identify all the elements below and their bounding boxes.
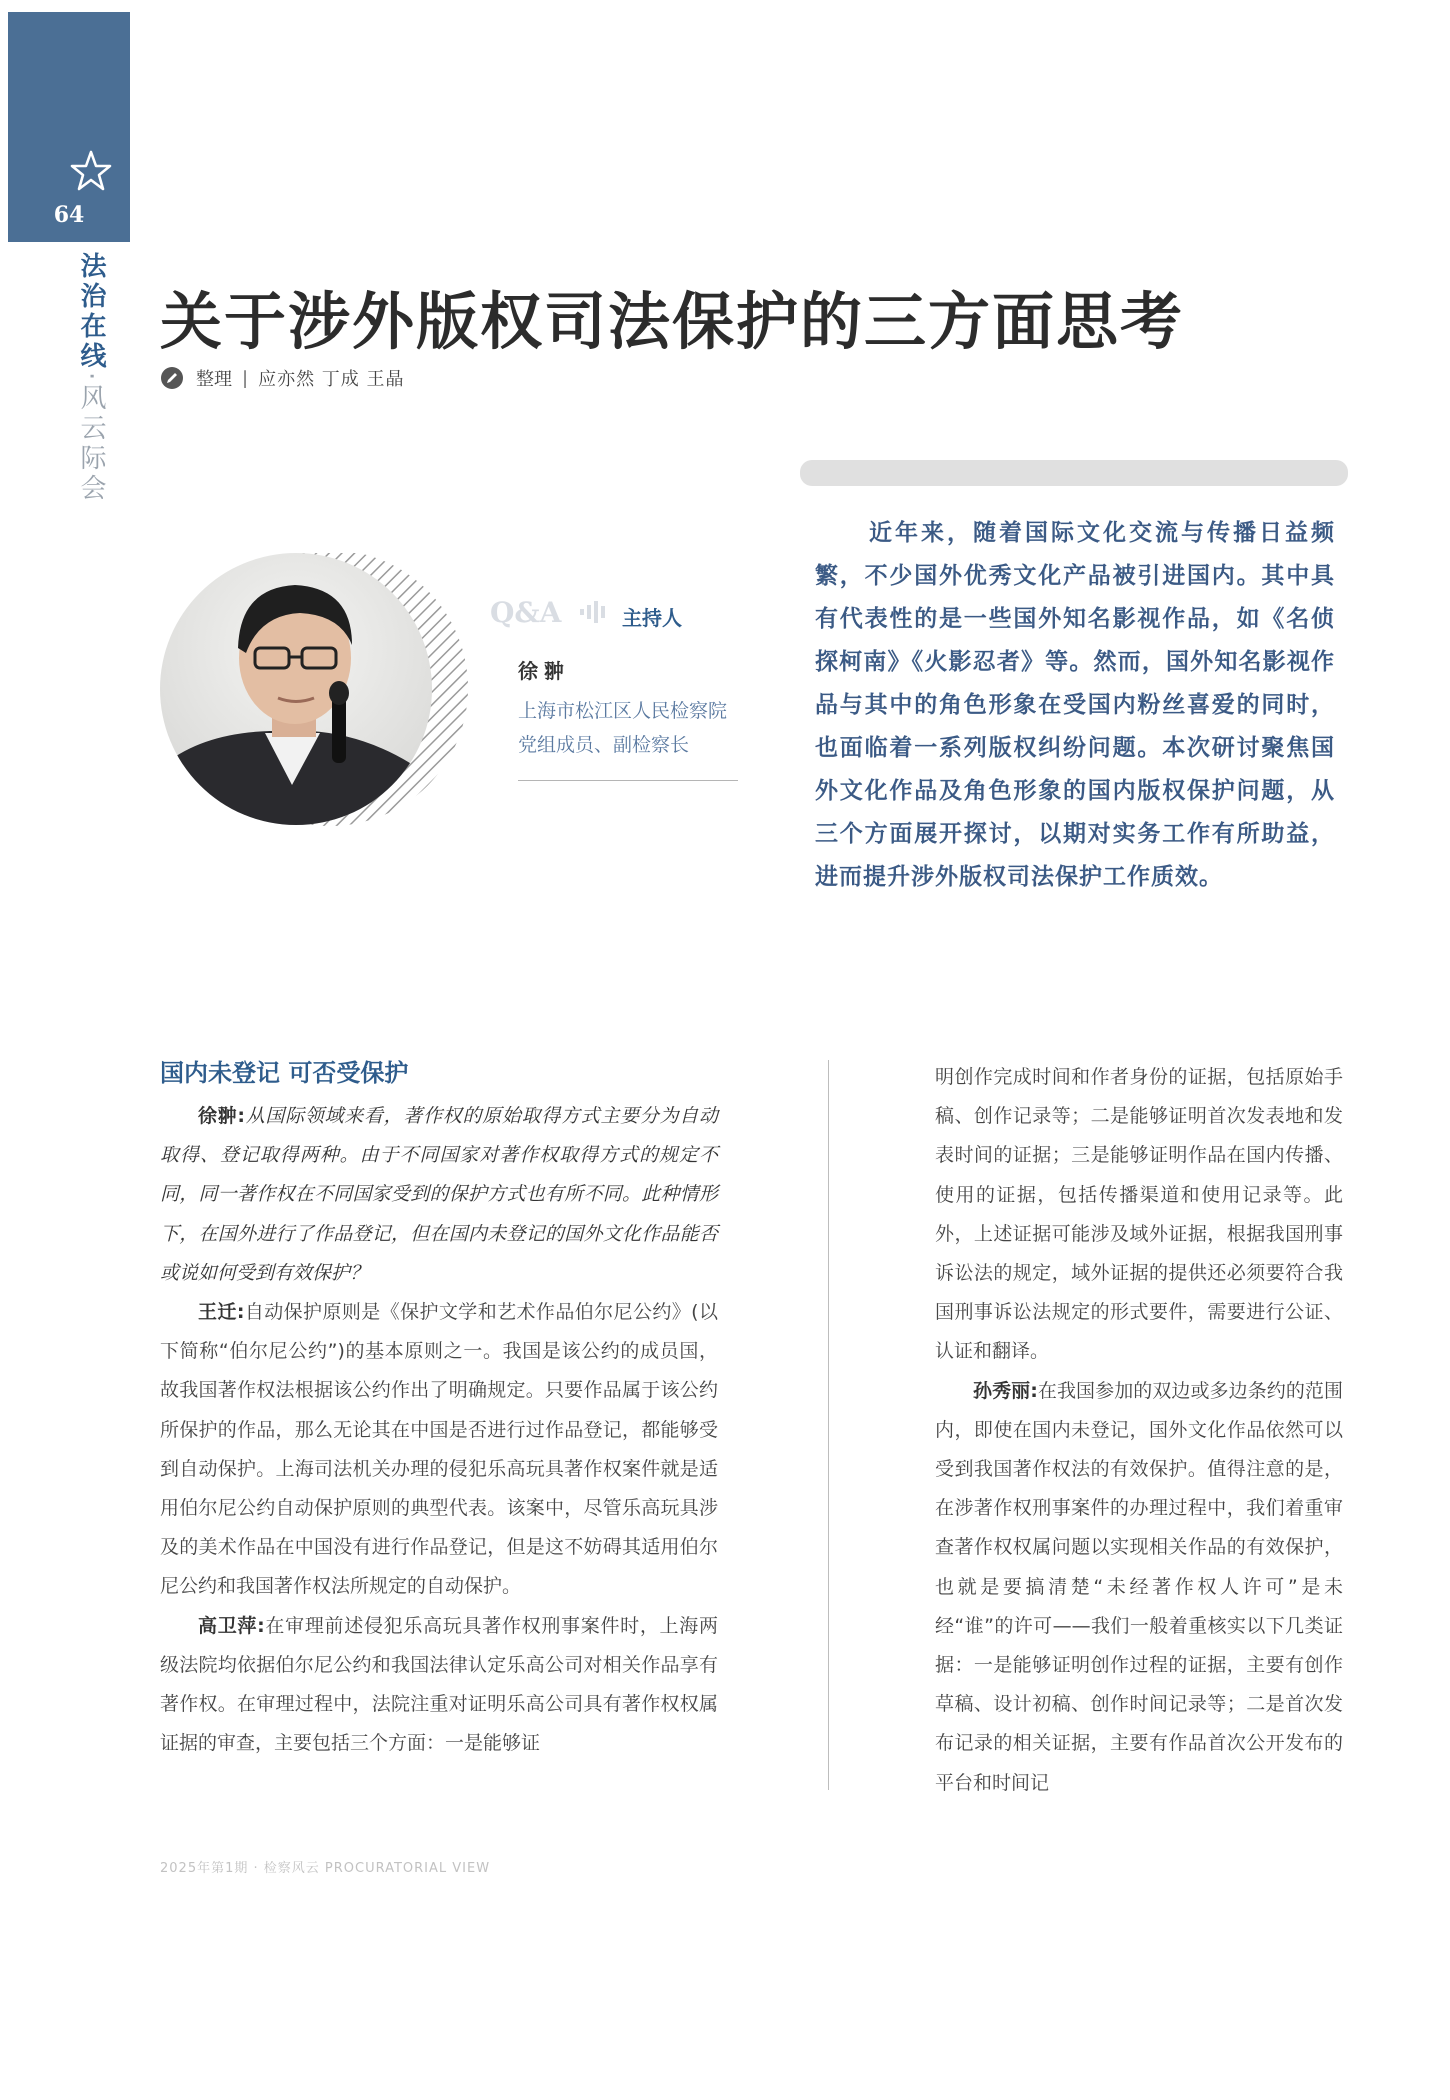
intro-text: 近年来，随着国际文化交流与传播日益频繁，不少国外优秀文化产品被引进国内。其中具有代表性的是一些国外知名影视作品，如《名侦探柯南》《火影忍者》等。然而，国外知名影视作品与其中的角色形象在受国内粉丝喜爱的同时，也面临着一系列版权纠纷问题。本次研讨聚焦国外文化作品及角色形象的国内版权保护问题，从三个方面展开探讨，以期对实务工作有所助益，进而提升涉外版权司法保护工作质效。: [815, 520, 1335, 890]
sound-wave-icon: [578, 600, 608, 624]
paragraph-text: 从国际领域来看，著作权的原始取得方式主要分为自动取得、登记取得两种。由于不同国家对著作权取得方式的规定不同，同一著作权在不同国家受到的保护方式也有所不同。此种情形下，在国外进行了作品登记，但在国内未登记的国外文化作品能否或说如何受到有效保护？: [160, 1105, 718, 1284]
byline-separator: |: [242, 367, 249, 389]
body-column-left: [160, 1097, 718, 1763]
answer-paragraph: [935, 1372, 1343, 1803]
host-label: 主持人: [622, 606, 682, 630]
host-organization: [518, 694, 727, 762]
paragraph-text: 在我国参加的双边或多边条约的范围内，即使在国内未登记，国外文化作品依然可以受到我国著作权法的有效保护。值得注意的是，在涉著作权刑事案件的办理过程中，我们着重审查著作权权属问题以实现相关作品的有效保护，也就是要搞清楚“未经著作权人许可”是未经“谁”的许可——我们一般着重核实以下几类证据：一是能够证明创作过程的证据，主要有创作草稿、设计初稿、创作时间记录等；二是首次发布记录的相关证据，主要有作品首次公开发布的平台和时间记: [935, 1379, 1343, 1794]
column-name-dot: ·: [76, 372, 106, 385]
star-icon: [70, 150, 112, 192]
paragraph-text: 自动保护原则是《保护文学和艺术作品伯尔尼公约》(以下简称“伯尔尼公约”)的基本原则之一。我国是该公约的成员国，故我国著作权法根据该公约作出了明确规定。只要作品属于该公约所保护的作品，那么无论其在中国是否进行过作品登记，都能够受到自动保护。上海司法机关办理的侵犯乐高玩具著作权案件就是适用伯尔尼公约自动保护原则的典型代表。该案中，尽管乐高玩具涉及的美术作品在中国没有进行作品登记，但是这不妨碍其适用伯尔尼公约和我国著作权法所规定的自动保护。: [160, 1301, 718, 1598]
divider: [518, 780, 738, 781]
speaker-name: 高卫萍:: [198, 1614, 265, 1637]
answer-paragraph: [160, 1293, 718, 1607]
column-divider: [828, 1060, 829, 1790]
answer-paragraph: [160, 1607, 718, 1764]
column-name-light: 风云际会: [76, 384, 106, 505]
question-paragraph: [160, 1097, 718, 1293]
speaker-name: 王迁:: [198, 1301, 245, 1324]
byline: [160, 363, 405, 393]
host-org-line2: 党组成员、副检察长: [518, 734, 690, 756]
column-name: [76, 252, 110, 504]
host-org-line1: 上海市松江区人民检察院: [518, 700, 728, 722]
column-name-strong: 法治在线: [76, 252, 106, 372]
intro-paragraph: [815, 512, 1335, 899]
page-footer: 2025年第1期 · 检察风云 PROCURATORIAL VIEW: [160, 1861, 491, 1876]
body-column-right: [935, 1058, 1343, 1803]
pen-icon: [160, 366, 184, 390]
paragraph-text: 明创作完成时间和作者身份的证据，包括原始手稿、创作记录等；二是能够证明首次发表地和发表时间的证据；三是能够证明作品在国内传播、使用的证据，包括传播渠道和使用记录等。此外，上述证据可能涉及域外证据，根据我国刑事诉讼法的规定，域外证据的提供还必须要符合我国刑事诉讼法规定的形式要件，需要进行公证、认证和翻译。: [935, 1066, 1343, 1363]
paragraph-text: 在审理前述侵犯乐高玩具著作权刑事案件时，上海两级法院均依据伯尔尼公约和我国法律认定乐高公司对相关作品享有著作权。在审理过程中，法院注重对证明乐高公司具有著作权权属证据的审查，主要包括三个方面：一是能够证: [160, 1614, 718, 1755]
page-number: 64: [53, 202, 85, 228]
host-portrait: [160, 553, 432, 825]
speaker-name: 徐翀:: [198, 1105, 246, 1127]
byline-label: 整理: [196, 369, 232, 390]
continued-paragraph: [935, 1058, 1343, 1372]
byline-names: 应亦然 丁成 王晶: [258, 369, 405, 390]
decorative-bar: [800, 460, 1348, 486]
qa-logo: Q&A: [490, 596, 562, 629]
article-title: 关于涉外版权司法保护的三方面思考: [160, 285, 1185, 358]
speaker-name: 孙秀丽:: [973, 1379, 1038, 1402]
section-heading: 国内未登记 可否受保护: [160, 1059, 409, 1087]
host-name: 徐翀: [518, 659, 570, 683]
